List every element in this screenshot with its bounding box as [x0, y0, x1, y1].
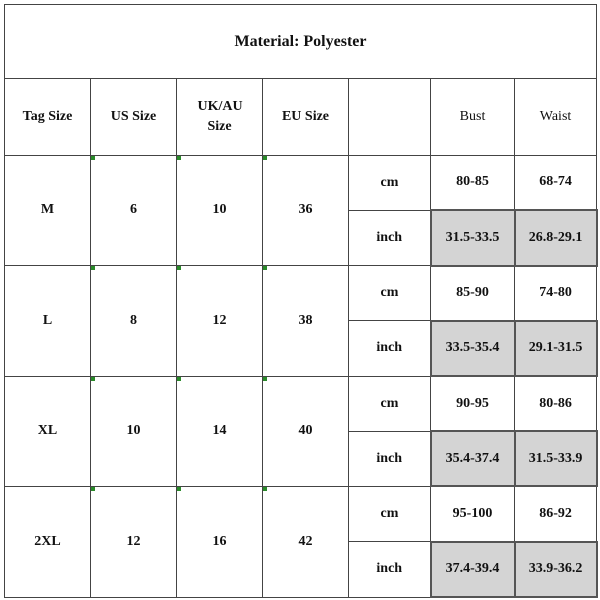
tag-size-cell: M [5, 155, 91, 265]
bust-inch-cell: 33.5-35.4 [431, 321, 515, 376]
header-uk-au-size-label: UK/AU Size [197, 99, 243, 134]
unit-cell: inch [349, 210, 431, 265]
uk-size-cell: 14 [177, 376, 263, 486]
us-size-cell: 8 [91, 266, 177, 376]
header-row [5, 79, 597, 155]
eu-size-cell: 40 [263, 376, 349, 486]
waist-cm-cell: 68-74 [515, 155, 597, 210]
header-bust: Bust [431, 79, 515, 155]
waist-cm-cell: 74-80 [515, 266, 597, 321]
unit-cell: inch [349, 321, 431, 376]
uk-size-cell: 12 [177, 266, 263, 376]
eu-size-cell: 42 [263, 486, 349, 597]
bust-cm-cell: 90-95 [431, 376, 515, 431]
table-title: Material: Polyester [5, 5, 597, 79]
waist-inch-cell: 26.8-29.1 [515, 210, 597, 265]
bust-cm-cell: 95-100 [431, 486, 515, 541]
bust-cm-cell: 85-90 [431, 266, 515, 321]
tag-size-cell: XL [5, 376, 91, 486]
header-eu-size: EU Size [263, 79, 349, 155]
header-tag-size: Tag Size [5, 79, 91, 155]
eu-size-cell: 38 [263, 266, 349, 376]
bust-cm-cell: 80-85 [431, 155, 515, 210]
waist-inch-cell: 31.5-33.9 [515, 431, 597, 486]
uk-size-cell: 16 [177, 486, 263, 597]
bust-inch-cell: 37.4-39.4 [431, 542, 515, 597]
us-size-cell: 6 [91, 155, 177, 265]
waist-cm-cell: 86-92 [515, 486, 597, 541]
bust-inch-cell: 35.4-37.4 [431, 431, 515, 486]
unit-cell: inch [349, 542, 431, 597]
unit-cell: cm [349, 266, 431, 321]
bust-inch-cell: 31.5-33.5 [431, 210, 515, 265]
waist-inch-cell: 29.1-31.5 [515, 321, 597, 376]
header-us-size: US Size [91, 79, 177, 155]
table-row [5, 376, 597, 431]
size-chart-table [4, 4, 598, 598]
table-row [5, 486, 597, 541]
header-uk-au-size [177, 79, 263, 155]
tag-size-cell: 2XL [5, 486, 91, 597]
unit-cell: inch [349, 431, 431, 486]
unit-cell: cm [349, 155, 431, 210]
uk-size-cell: 10 [177, 155, 263, 265]
eu-size-cell: 36 [263, 155, 349, 265]
us-size-cell: 12 [91, 486, 177, 597]
header-waist: Waist [515, 79, 597, 155]
table-row [5, 266, 597, 321]
table-row [5, 155, 597, 210]
us-size-cell: 10 [91, 376, 177, 486]
unit-cell: cm [349, 376, 431, 431]
unit-cell: cm [349, 486, 431, 541]
header-unit [349, 79, 431, 155]
waist-cm-cell: 80-86 [515, 376, 597, 431]
waist-inch-cell: 33.9-36.2 [515, 542, 597, 597]
tag-size-cell: L [5, 266, 91, 376]
title-row [5, 5, 597, 79]
